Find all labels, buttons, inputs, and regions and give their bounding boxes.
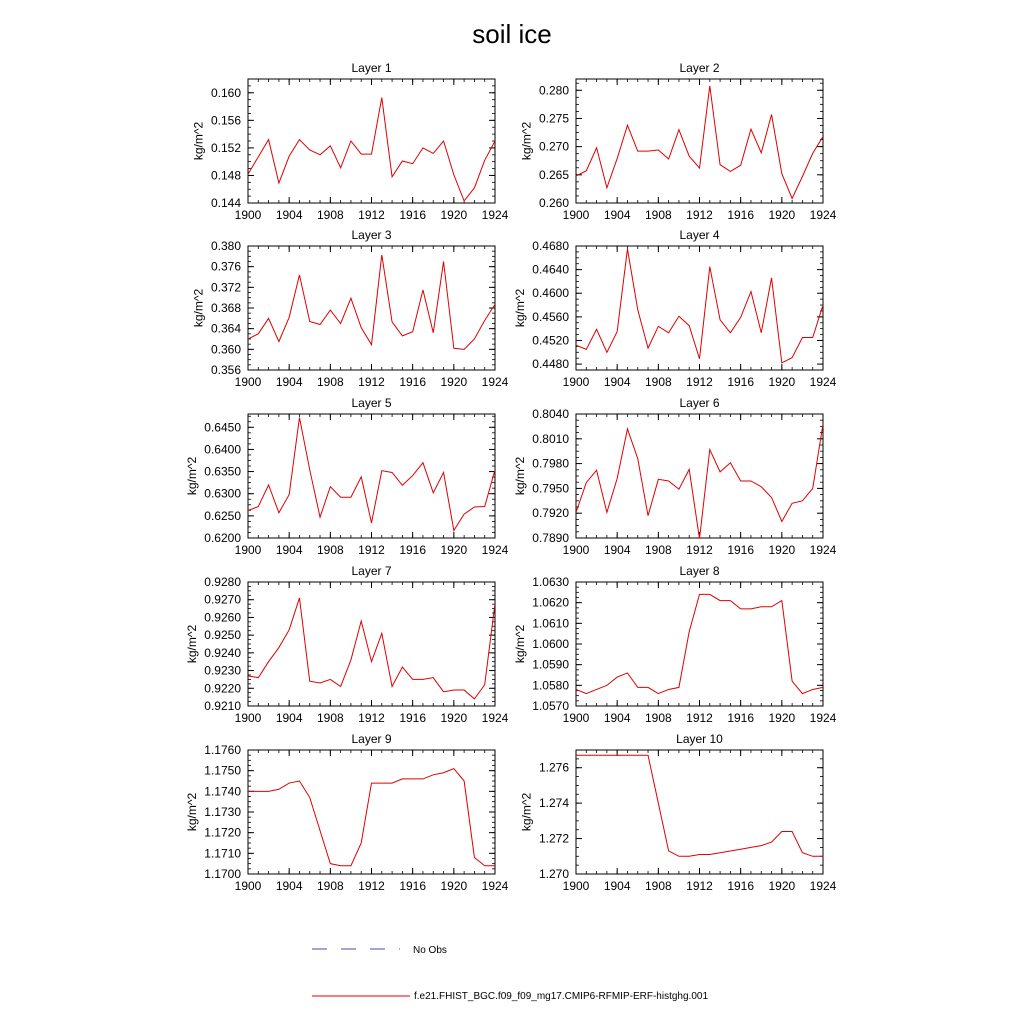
chart-7-panel <box>185 564 509 725</box>
chart-6-panel <box>513 396 837 557</box>
chart-4-xtick-label: 1904 <box>603 375 631 389</box>
chart-3-xtick-label: 1916 <box>399 375 427 389</box>
chart-5-xtick-label: 1920 <box>440 543 468 557</box>
chart-2-title: Layer 2 <box>679 61 720 75</box>
chart-2-xtick-label: 1900 <box>562 208 590 222</box>
chart-4-ytick-label: 0.4640 <box>532 262 569 277</box>
chart-4-xtick-label: 1908 <box>644 375 672 389</box>
chart-10-series-line <box>576 755 823 856</box>
chart-10-ytick-label: 1.274 <box>538 796 569 811</box>
chart-5-title: Layer 5 <box>351 396 392 410</box>
chart-7-ylabel: kg/m^2 <box>184 624 199 664</box>
chart-10-ytick-label: 1.272 <box>538 831 569 846</box>
chart-4-panel <box>513 228 837 389</box>
chart-10-xtick-label: 1924 <box>809 879 837 893</box>
chart-10-ytick-label: 1.270 <box>538 867 569 881</box>
chart-6-ylabel: kg/m^2 <box>512 456 527 496</box>
chart-6-xtick-label: 1924 <box>809 543 837 557</box>
chart-1-xtick-label: 1920 <box>440 208 468 222</box>
chart-7-ytick-label: 0.9280 <box>204 575 241 589</box>
chart-7-xtick-label: 1912 <box>358 711 385 725</box>
chart-3-ylabel: kg/m^2 <box>191 288 206 328</box>
chart-6-title: Layer 6 <box>679 396 720 410</box>
chart-3-xtick-label: 1900 <box>234 375 262 389</box>
chart-9-ytick-label: 1.1700 <box>204 867 241 881</box>
chart-4-ytick-label: 0.4520 <box>532 333 569 348</box>
chart-10-xtick-label: 1920 <box>768 879 796 893</box>
chart-4-ytick-label: 0.4680 <box>532 239 569 253</box>
chart-7-ytick-label: 0.9250 <box>204 628 241 643</box>
chart-8-xtick-label: 1904 <box>603 711 631 725</box>
chart-3-xtick-label: 1904 <box>275 375 303 389</box>
chart-4-xtick-label: 1920 <box>768 375 796 389</box>
chart-4-ytick-label: 0.4560 <box>532 309 569 324</box>
chart-5-ylabel: kg/m^2 <box>184 456 199 496</box>
chart-5-xtick-label: 1912 <box>358 543 385 557</box>
chart-4-title: Layer 4 <box>679 228 720 242</box>
chart-7-ytick-label: 0.9230 <box>204 663 241 678</box>
chart-9-ytick-label: 1.1720 <box>204 825 241 840</box>
legend-model-label: f.e21.FHIST_BGC.f09_f09_mg17.CMIP6-RFMIP-ERF-histghg.001 <box>414 991 709 1002</box>
chart-8-ytick-label: 1.0620 <box>532 595 569 610</box>
chart-2-xtick-label: 1904 <box>603 208 631 222</box>
chart-4-xtick-label: 1900 <box>562 375 590 389</box>
chart-7-xtick-label: 1904 <box>275 711 303 725</box>
chart-6-ytick-label: 0.7920 <box>532 506 569 521</box>
chart-9-xtick-label: 1908 <box>316 879 344 893</box>
chart-7-series-line <box>248 598 495 699</box>
chart-2-xtick-label: 1924 <box>809 208 837 222</box>
chart-4-series-line <box>576 249 823 363</box>
chart-4-ytick-label: 0.4600 <box>532 286 569 301</box>
chart-7-xtick-label: 1900 <box>234 711 262 725</box>
legend <box>312 945 708 1002</box>
chart-6-ytick-label: 0.7980 <box>532 456 569 471</box>
chart-7-xtick-label: 1908 <box>316 711 344 725</box>
chart-9-ytick-label: 1.1740 <box>204 784 241 799</box>
chart-6-ytick-label: 0.8040 <box>532 407 569 421</box>
chart-4-ytick-label: 0.4480 <box>532 357 569 372</box>
chart-8-ytick-label: 1.0610 <box>532 616 569 631</box>
chart-10-frame <box>576 750 823 874</box>
chart-3-ytick-label: 0.368 <box>210 301 241 315</box>
chart-9-xtick-label: 1912 <box>358 879 385 893</box>
chart-8-ytick-label: 1.0600 <box>532 637 569 651</box>
chart-1-ytick-label: 0.144 <box>210 196 241 210</box>
chart-1-series-line <box>248 98 495 201</box>
chart-1-ytick-label: 0.156 <box>210 113 241 128</box>
chart-5-ytick-label: 0.6200 <box>204 531 241 545</box>
chart-2-ylabel: kg/m^2 <box>519 121 534 161</box>
chart-10-title: Layer 10 <box>676 732 723 746</box>
chart-8-frame <box>576 582 823 706</box>
chart-6-ytick-label: 0.7890 <box>532 531 569 545</box>
chart-2-panel <box>520 61 837 222</box>
chart-2-ytick-label: 0.275 <box>538 111 569 126</box>
chart-3-panel <box>192 228 509 389</box>
chart-3-ytick-label: 0.380 <box>210 239 241 253</box>
chart-6-ytick-label: 0.8010 <box>532 431 569 446</box>
chart-10-xtick-label: 1904 <box>603 879 631 893</box>
chart-1-panel <box>192 61 509 222</box>
chart-2-series-line <box>576 86 823 199</box>
chart-9-xtick-label: 1920 <box>440 879 468 893</box>
chart-3-xtick-label: 1908 <box>316 375 344 389</box>
chart-4-frame <box>576 246 823 370</box>
chart-9-title: Layer 9 <box>351 732 392 746</box>
chart-4-xtick-label: 1924 <box>809 375 837 389</box>
chart-1-ytick-label: 0.148 <box>210 168 241 183</box>
chart-5-frame <box>248 414 495 538</box>
chart-8-ytick-label: 1.0580 <box>532 678 569 693</box>
chart-3-ytick-label: 0.364 <box>210 321 241 336</box>
chart-1-xtick-label: 1904 <box>275 208 303 222</box>
chart-10-xtick-label: 1908 <box>644 879 672 893</box>
chart-6-ytick-label: 0.7950 <box>532 481 569 496</box>
chart-7-xtick-label: 1924 <box>481 711 509 725</box>
chart-6-xtick-label: 1920 <box>768 543 796 557</box>
chart-5-series-line <box>248 418 495 531</box>
chart-1-ytick-label: 0.160 <box>210 85 241 100</box>
chart-9-ytick-label: 1.1760 <box>204 743 241 757</box>
chart-5-xtick-label: 1900 <box>234 543 262 557</box>
chart-3-xtick-label: 1912 <box>358 375 385 389</box>
figure-title: soil ice <box>472 19 552 49</box>
chart-6-frame <box>576 414 823 538</box>
chart-2-xtick-label: 1908 <box>644 208 672 222</box>
chart-4-xtick-label: 1912 <box>686 375 713 389</box>
chart-4-xtick-label: 1916 <box>727 375 755 389</box>
chart-8-xtick-label: 1912 <box>686 711 713 725</box>
chart-10-xtick-label: 1912 <box>686 879 713 893</box>
chart-5-xtick-label: 1916 <box>399 543 427 557</box>
chart-8-ylabel: kg/m^2 <box>512 624 527 664</box>
chart-9-ytick-label: 1.1710 <box>204 846 241 861</box>
chart-2-xtick-label: 1912 <box>686 208 713 222</box>
chart-9-xtick-label: 1900 <box>234 879 262 893</box>
chart-2-ytick-label: 0.280 <box>538 83 569 98</box>
chart-8-ytick-label: 1.0570 <box>532 699 569 713</box>
chart-6-xtick-label: 1904 <box>603 543 631 557</box>
chart-7-xtick-label: 1920 <box>440 711 468 725</box>
chart-5-ytick-label: 0.6450 <box>204 420 241 435</box>
chart-3-title: Layer 3 <box>351 228 392 242</box>
chart-8-xtick-label: 1924 <box>809 711 837 725</box>
chart-6-xtick-label: 1900 <box>562 543 590 557</box>
chart-1-xtick-label: 1912 <box>358 208 385 222</box>
chart-8-series-line <box>576 594 823 693</box>
chart-5-panel <box>185 396 509 557</box>
chart-1-xtick-label: 1900 <box>234 208 262 222</box>
chart-8-xtick-label: 1908 <box>644 711 672 725</box>
chart-1-xtick-label: 1924 <box>481 208 509 222</box>
chart-9-xtick-label: 1924 <box>481 879 509 893</box>
chart-10-ylabel: kg/m^2 <box>519 792 534 832</box>
chart-10-panel <box>520 732 837 893</box>
chart-2-ytick-label: 0.260 <box>538 196 569 210</box>
chart-5-ytick-label: 0.6350 <box>204 464 241 479</box>
chart-3-ytick-label: 0.360 <box>210 342 241 357</box>
chart-1-ylabel: kg/m^2 <box>191 121 206 161</box>
chart-8-title: Layer 8 <box>679 564 720 578</box>
chart-9-xtick-label: 1904 <box>275 879 303 893</box>
chart-3-xtick-label: 1920 <box>440 375 468 389</box>
chart-3-frame <box>248 246 495 370</box>
chart-7-xtick-label: 1916 <box>399 711 427 725</box>
chart-6-xtick-label: 1912 <box>686 543 713 557</box>
chart-5-ytick-label: 0.6250 <box>204 508 241 523</box>
chart-7-title: Layer 7 <box>351 564 392 578</box>
chart-7-ytick-label: 0.9220 <box>204 681 241 696</box>
chart-6-xtick-label: 1908 <box>644 543 672 557</box>
chart-9-series-line <box>248 769 495 866</box>
chart-2-ytick-label: 0.270 <box>538 139 569 154</box>
panels-group <box>185 61 837 893</box>
chart-10-xtick-label: 1900 <box>562 879 590 893</box>
chart-10-xtick-label: 1916 <box>727 879 755 893</box>
chart-3-xtick-label: 1924 <box>481 375 509 389</box>
chart-10-ytick-label: 1.276 <box>538 760 569 775</box>
chart-3-ytick-label: 0.356 <box>210 363 241 377</box>
chart-9-panel <box>185 732 509 893</box>
chart-9-ytick-label: 1.1730 <box>204 805 241 819</box>
chart-3-series-line <box>248 255 495 350</box>
chart-5-xtick-label: 1908 <box>316 543 344 557</box>
chart-8-xtick-label: 1900 <box>562 711 590 725</box>
chart-6-series-line <box>576 424 823 539</box>
chart-9-frame <box>248 750 495 874</box>
chart-7-frame <box>248 582 495 706</box>
chart-8-xtick-label: 1920 <box>768 711 796 725</box>
chart-5-xtick-label: 1904 <box>275 543 303 557</box>
chart-9-ytick-label: 1.1750 <box>204 763 241 778</box>
chart-6-xtick-label: 1916 <box>727 543 755 557</box>
chart-3-ytick-label: 0.376 <box>210 259 241 274</box>
chart-8-ytick-label: 1.0590 <box>532 657 569 672</box>
chart-1-title: Layer 1 <box>351 61 392 75</box>
chart-5-xtick-label: 1924 <box>481 543 509 557</box>
chart-1-ytick-label: 0.152 <box>210 140 241 155</box>
chart-7-ytick-label: 0.9210 <box>204 699 241 713</box>
chart-8-ytick-label: 1.0630 <box>532 575 569 589</box>
chart-5-ytick-label: 0.6400 <box>204 442 241 457</box>
chart-7-ytick-label: 0.9260 <box>204 610 241 625</box>
chart-1-xtick-label: 1916 <box>399 208 427 222</box>
chart-2-xtick-label: 1920 <box>768 208 796 222</box>
chart-7-ytick-label: 0.9270 <box>204 592 241 607</box>
chart-8-xtick-label: 1916 <box>727 711 755 725</box>
chart-2-xtick-label: 1916 <box>727 208 755 222</box>
chart-5-ytick-label: 0.6300 <box>204 486 241 501</box>
chart-7-ytick-label: 0.9240 <box>204 645 241 660</box>
chart-9-ylabel: kg/m^2 <box>184 792 199 832</box>
chart-9-xtick-label: 1916 <box>399 879 427 893</box>
chart-2-ytick-label: 0.265 <box>538 167 569 182</box>
chart-3-ytick-label: 0.372 <box>210 280 241 295</box>
chart-4-ylabel: kg/m^2 <box>512 288 527 328</box>
chart-8-panel <box>513 564 837 725</box>
legend-obs-label: No Obs <box>413 945 447 956</box>
chart-1-xtick-label: 1908 <box>316 208 344 222</box>
